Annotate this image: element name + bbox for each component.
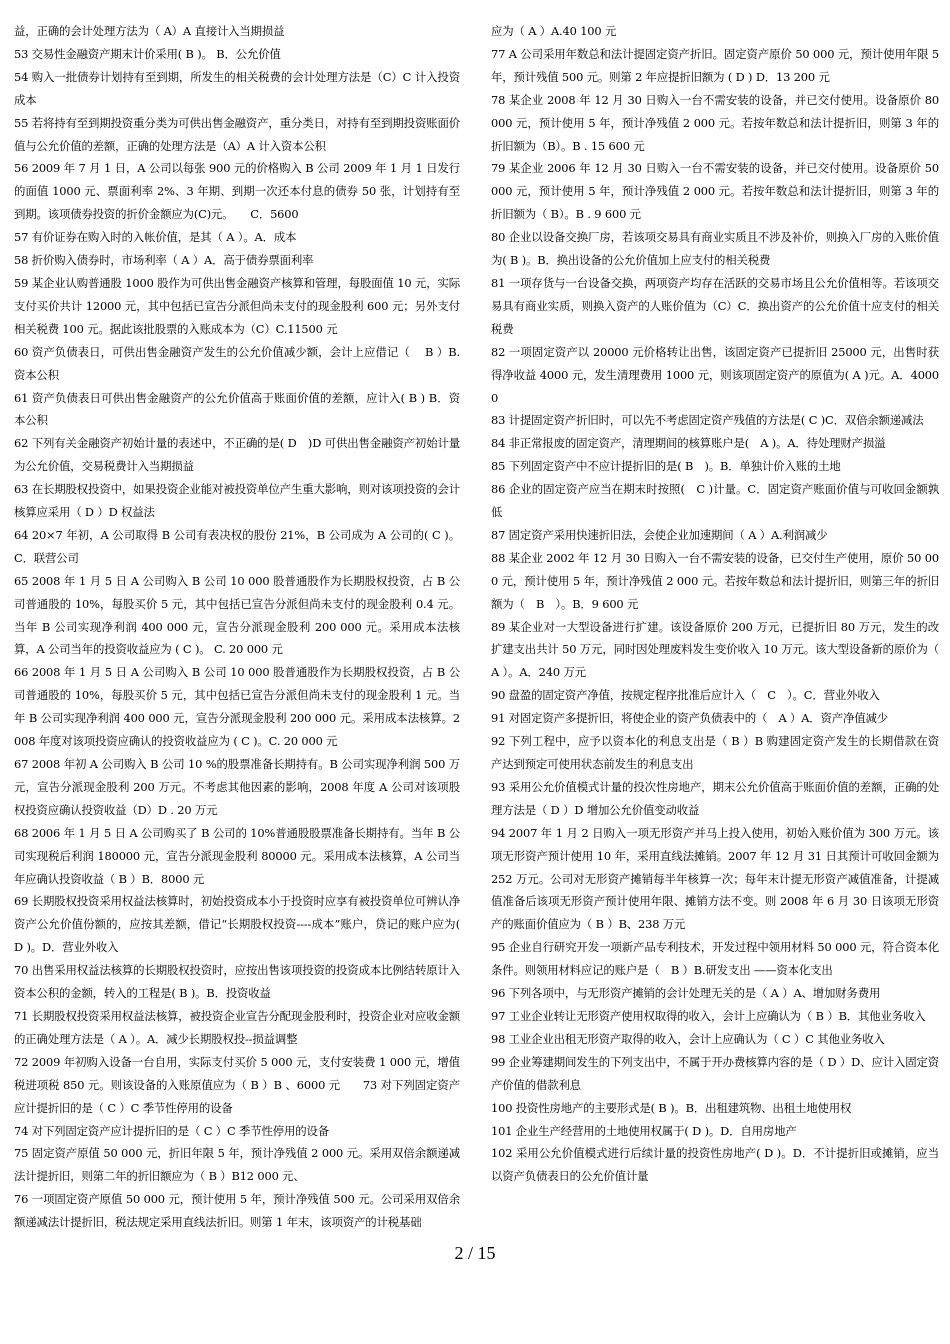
question-item: 70 出售采用权益法核算的长期股权投资时，应按出售该项投资的投资成本比例结转原计入资本公积的金额，转入的工程是( B )。B．投资收益 (14, 963, 460, 1001)
question-item: 96 下列各项中，与无形资产摊销的会计处理无关的是（ A ）A、增加财务费用 (491, 986, 881, 1001)
left-column (14, 20, 472, 1234)
question-item: 76 一项固定资产原值 50 000 元，预计使用 5 年，预计净残值 500 元。公司采用双倍余额递减法计提折旧，税法规定采用直线法折旧。则第 1 年末，该项资产的计税基础 (14, 1192, 460, 1230)
question-item: 58 折价购入债券时，市场利率（ A ）A．高于债券票面利率 (14, 253, 314, 268)
question-item: 83 计提固定资产折旧时，可以先不考虑固定资产残值的方法是( C )C．双倍余额递减法 (491, 413, 924, 428)
question-item: 91 对固定资产多提折旧，将使企业的资产负债表中的（ A ）A．资产净值减少 (491, 711, 888, 726)
question-item: 94 2007 年 1 月 2 日购入一项无形资产并马上投入使用，初始入账价值为 300 万元。该项无形资产预计使用 10 年，采用直线法摊销。2007 年 12 月 31 日其预计可收回金额为 252 万元。公司对无形资产摊销每半年核算一次；每年末计提无形资产减值准备，计提减值准备后该项无形资产预计使用年限、摊销方法不变。则 2008 年 6 月 30 日该项无形资产的账面价值应为（ B ）B、238 万元 (491, 825, 939, 932)
question-item: 68 2006 年 1 月 5 日 A 公司购买了 B 公司的 10%普通股股票准备长期持有。当年 B 公司实现税后利润 180000 元，宣告分派现金股利 80000 元。采用成本法核算，A 公司当年应确认投资收益（ B ）B．8000 元 (14, 825, 460, 886)
question-item: 60 资产负债表日，可供出售金融资产发生的公允价值减少额，会计上应借记（ B ）B.资本公积 (14, 344, 460, 382)
right-column (491, 20, 939, 1188)
question-item: 65 2008 年 1 月 5 日 A 公司购入 B 公司 10 000 股普通股作为长期股权投资，占 B 公司普通股的 10%，每股买价 5 元，其中包括已宣告分派但尚未支付的现金股利 0.4 元。当年 B 公司实现净利润 400 000 元，宣告分派现金股利 200 000 元。采用成本法核算，A 公司当年的投资收益应为 ( C )。 C. 20 000 元 (14, 573, 460, 657)
question-item: 101 企业生产经营用的土地使用权属于( D )。D．自用房地产 (491, 1123, 797, 1138)
question-item: 57 有价证券在购入时的入帐价值，是其（ A ）。A．成本 (14, 230, 297, 245)
question-item: 59 某企业认购普通股 1000 股作为可供出售金融资产核算和管理，每股面值 10 元，实际支付买价共计 12000 元，其中包括已宣告分派但尚未支付的现金股利 600 元；另外支付相关税费 100 元。据此该批股票的入账成本为（C）C.11500 元 (14, 275, 460, 336)
question-item: 90 盘盈的固定资产净值，按规定程序批准后应计入（ C ）。C．营业外收入 (491, 688, 880, 703)
question-item: 79 某企业 2006 年 12 月 30 日购入一台不需安装的设备，并已交付使用。设备原价 50 000 元，预计使用 5 年，预计净残值 2 000 元。若按年数总和法计提折旧，则第 3 年的折旧额为（ B）。B . 9 600 元 (491, 161, 939, 222)
question-item: 98 工业企业出租无形资产取得的收入，会计上应确认为（ C ）C 其他业务收入 (491, 1031, 885, 1046)
question-item: 62 下列有关金融资产初始计量的表述中，不正确的是( D )D 可供出售金融资产初始计量为公允价值，交易税费计入当期损益 (14, 436, 460, 474)
question-item: 益，正确的会计处理方法为（ A）A 直接计入当期损益 (14, 24, 285, 38)
question-item: 66 2008 年 1 月 5 日 A 公司购入 B 公司 10 000 股普通股作为长期股权投资，占 B 公司普通股的 10%，每股买价 5 元，其中包括已宣告分派但尚未支付的现金股利 1 元。当年 B 公司实现净利润 400 000 元，宣告分派现金股利 200 000 元。采用成本法核算。2008 年度对该项投资应确认的投资收益应为 ( C )。C. 20 000 元 (14, 665, 460, 749)
question-item: 55 若将持有至到期投资重分类为可供出售金融资产，重分类日，对持有至到期投资账面价值与公允价值的差额，正确的处理方法是（A）A 计入资本公积 (14, 115, 460, 153)
question-item: 93 采用公允价值模式计量的投次性房地产，期末公允价值高于账面价值的差额，正确的处理方法是（ D ）D 增加公允价值变动收益 (491, 779, 939, 817)
question-item: 56 2009 年 7 月 1 日，A 公司以每张 900 元的价格购入 B 公司 2009 年 1 月 1 日发行的面值 1000 元、票面利率 2%、3 年期、到期一次还本付息的债券 50 张，计划持有至到期。该项债券投资的折价金额应为(C)元。 C．5600 (14, 161, 460, 222)
question-item: 71 长期股权投资采用权益法核算，被投资企业宣告分配现金股利时，投资企业对应收金额的正确处理方法是（ A ）。A．减少长期股权投--损益调整 (14, 1008, 460, 1046)
question-item: 85 下列固定资产中不应计提折旧的是( B )。B．单独计价入账的土地 (491, 459, 841, 474)
question-item: 80 企业以设备交换厂房，若该项交易具有商业实质且不涉及补价，则换入厂房的入账价值为( B )。B．换出设备的公允价值加上应支付的相关税费 (491, 230, 939, 268)
question-item: 84 非正常报废的固定资产，清理期间的核算账户是( A )。A．待处理财产损溢 (491, 436, 886, 451)
question-item: 67 2008 年初 A 公司购入 B 公司 10 %的股票准备长期持有。B 公司实现净利润 500 万元，宣告分派现金股利 200 万元。不考虑其他因素的影响，2008 年度 A 公司对该项股权投资应确认投资收益（D）D . 20 万元 (14, 757, 460, 817)
question-item: 88 某企业 2002 年 12 月 30 日购入一台不需安装的设备，已交付生产使用，原价 50 000 元，预计使用 5 年，预计净残值 2 000 元。若按年数总和法计提折旧，则第三年的折旧额为（ B ）。B．9 600 元 (491, 550, 939, 611)
question-item: 应为（ A ）A.40 100 元 (491, 24, 617, 38)
question-item: 86 企业的固定资产应当在期末时按照( C )计量。C．固定资产账面价值与可收回金额孰低 (491, 482, 939, 520)
question-item: 69 长期股权投资采用权益法核算时，初始投资成本小于投资时应享有被投资单位可辨认净资产公允价值份额的，应按其差额，借记“长期股权投资----成本”账户，贷记的账户应为( D )。D．营业外收入 (14, 894, 472, 955)
question-item: 77 A 公司采用年数总和法计提固定资产折旧。固定资产原价 50 000 元，预计使用年限 5 年，预计残值 500 元。则第 2 年应提折旧额为 ( D ) D．13 200 元 (491, 46, 939, 84)
question-item: 87 固定资产采用快速折旧法，会使企业加速期间（ A ）A.利润减少 (491, 527, 828, 542)
question-item: 78 某企业 2008 年 12 月 30 日购入一台不需安装的设备，并已交付使用。设备原价 80 000 元，预计使用 5 年，预计净残值 2 000 元。若按年数总和法计提折旧，则第 3 年的折旧额为（B）。B . 15 600 元 (491, 92, 939, 153)
question-item: 63 在长期股权投资中，如果投资企业能对被投资单位产生重大影响，则对该项投资的会计核算应采用（ D ）D 权益法 (14, 482, 460, 520)
question-item: 89 某企业对一大型设备进行扩建。该设备原价 200 万元，已提折旧 80 万元，发生的改扩建支出共计 50 万元，同时因处理废料发生变价收入 10 万元。该大型设备新的原价为（ A ）。A．240 万元 (491, 619, 939, 680)
question-item: 74 对下列固定资产应计提折旧的是（ C ）C 季节性停用的设备 (14, 1123, 329, 1138)
question-item: 99 企业筹建期间发生的下列支出中，不属于开办费核算内容的是（ D ）D、应计入固定资产价值的借款利息 (491, 1054, 939, 1092)
question-item: 75 固定资产原值 50 000 元，折旧年限 5 年，预计净残值 2 000 元。采用双倍余额递减法计提折旧，则第二年的折旧额应为（ B ）B12 000 元、 (14, 1146, 460, 1184)
question-item: 95 企业自行研究开发一项新产品专利技术，开发过程中领用材料 50 000 元，符合资本化条件。则领用材料应记的账户是（ B ）B.研发支出 ——资本化支出 (491, 940, 939, 978)
question-item: 72 2009 年初购入设备一台自用，实际支付买价 5 000 元，支付安装费 1 000 元，增值税进项税 850 元。则该设备的入账原值应为（ B ）B 、6000 元 73 对下列固定资产应计提折旧的是（ C ）C 季节性停用的设备 (14, 1054, 460, 1115)
question-item: 54 购入一批债券计划持有至到期，所发生的相关税费的会计处理方法是（C）C 计入投资成本 (14, 69, 460, 107)
question-item: 81 一项存货与一台设备交换，两项资产均存在活跃的交易市场且公允价值相等。若该项交易具有商业实质，则换入资产的人账价值为（C）C．换出资产的公允价值十应支付的相关税费 (491, 275, 939, 336)
page-number: 2 / 15 (454, 1243, 496, 1263)
question-item: 53 交易性金融资产期末计价采用( B )。 B．公允价值 (14, 46, 281, 61)
question-item: 82 一项固定资产以 20000 元价格转让出售，该固定资产已提折旧 25000 元，出售时获得净收益 4000 元，发生清理费用 1000 元，则该项固定资产的原值为( A )元。A．40000 (491, 344, 939, 405)
question-item: 61 资产负债表日可供出售金融资产的公允价值高于账面价值的差额，应计入( B ) B．资本公积 (14, 390, 460, 428)
question-item: 92 下列工程中，应予以资本化的利息支出是（ B ）B 购建固定资产发生的长期借款在资产达到预定可使用状态前发生的利息支出 (491, 734, 939, 771)
question-item: 97 工业企业转让无形资产使用权取得的收入，会计上应确认为（ B ）B．其他业务收入 (491, 1008, 926, 1023)
question-item: 102 采用公允价值模式进行后续计量的投资性房地产( D )。D．不计提折旧或摊销，应当以资产负债表日的公允价值计量 (491, 1146, 939, 1184)
question-item: 100 投资性房地产的主要形式是( B )。B．出租建筑物、出租土地使用权 (491, 1100, 852, 1115)
question-item: 64 20×7 年初，A 公司取得 B 公司有表决权的股份 21%，B 公司成为 A 公司的( C )。C．联营公司 (14, 527, 460, 565)
